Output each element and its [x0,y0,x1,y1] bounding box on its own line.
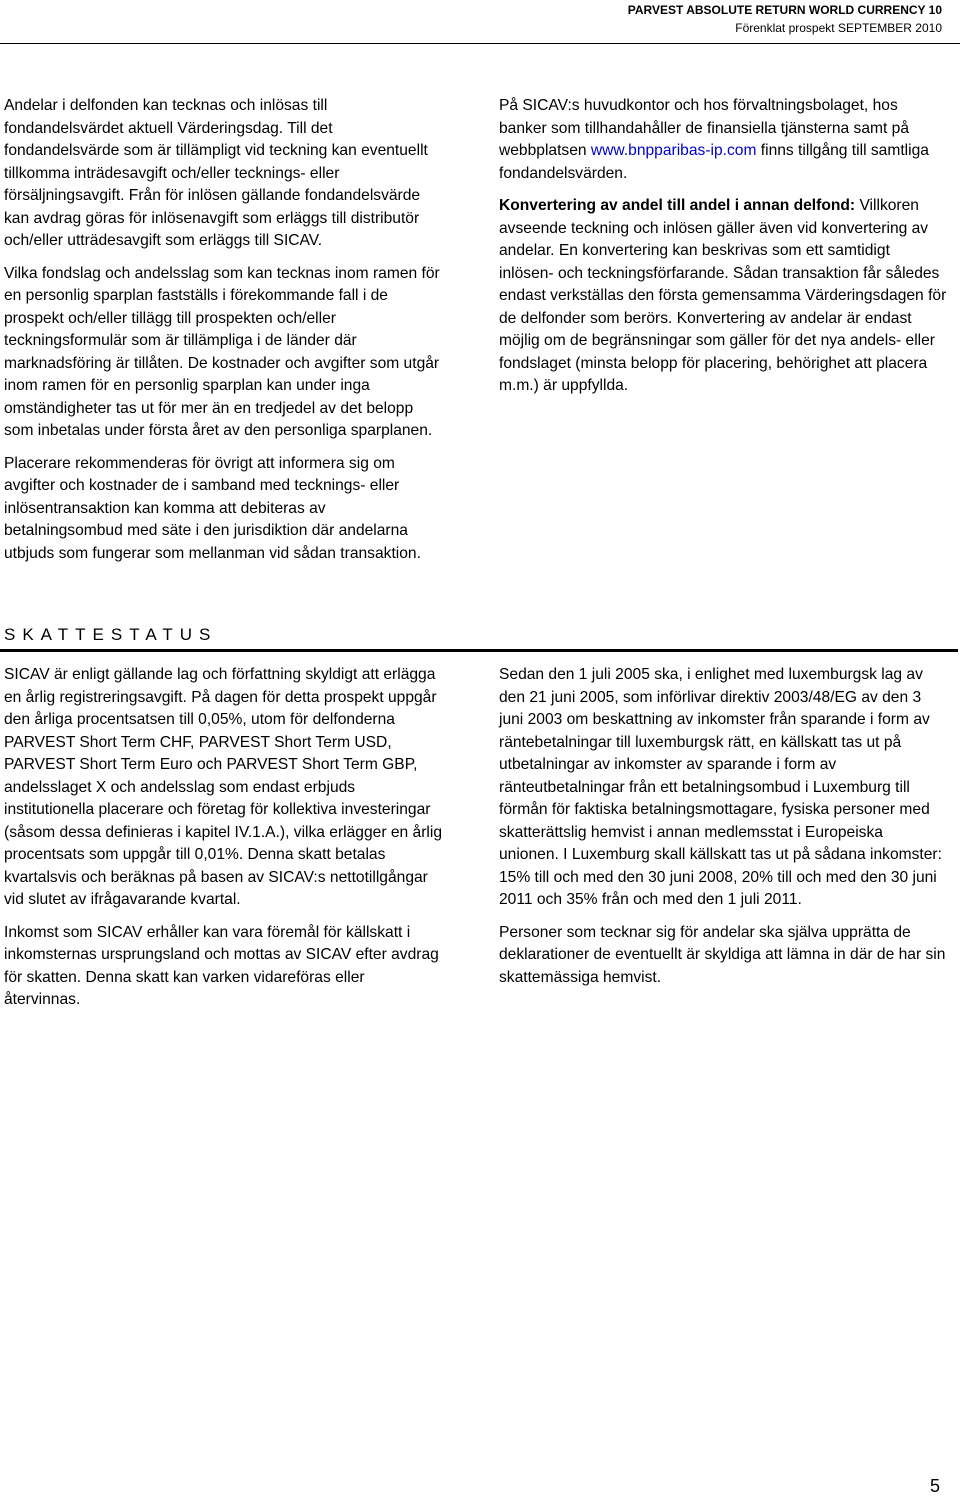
paragraph-registration-tax: SICAV är enligt gällande lag och författning skyldigt att erlägga en årlig registreringsavgift. På dagen för detta prospekt uppgår den årliga procentsatsen till 0,05%, utom för delfonderna PARVEST Short Term CHF, PARVEST Short Term USD, PARVEST Short Term Euro och PARVEST Short Term GBP, andelsslaget X och andelsslag som endast erbjuds institutionella placerare och företag för kollektiva investeringar (såsom dessa definieras i kapitel IV.1.A.), vilka erlägger en årlig procentsats som uppgår till 0,01%. Denna skatt betalas kvartalsvis och beräknas på basen av SICAV:s nettotillgångar vid slutet av ifrågavarande kvartal. [4,666,442,908]
top-right-column [499,95,947,408]
paragraph-investor-advice: Placerare rekommenderas för övrigt att informera sig om avgifter och kostnader de i samband med tecknings- eller inlösentransaktion kan komma att debiteras av betalningsombud med säte i den jurisdiktion där andelarna utbjuds som fungerar som mellanman vid sådan transaktion. [4,454,421,562]
document-title: PARVEST ABSOLUTE RETURN WORLD CURRENCY 10 [627,3,942,17]
paragraph-conversion: Konvertering av andel till andel i annan delfond: Villkoren avseende teckning och inlösen gäller även vid konvertering av andelar. En konvertering kan beskrivas som ett samtidigt inlösen- och teckningsförfarande. Sådan transaktion får således endast verkställas den första gemensamma Värderingsdagen för de delfonder som berörs. Konvertering av andelar är endast möjlig om de begränsningar som gäller för det nya andels- eller fondslaget (minsta belopp för placering, behörighet att placera m.m.) är uppfyllda. [499,197,947,394]
paragraph-investor-declarations: Personer som tecknar sig för andelar ska själva upprätta de deklarationer de eventuellt är skyldiga att lämna in där de har sin skattemässiga hemvist. [499,923,946,986]
paragraph-withholding-tax: Inkomst som SICAV erhåller kan vara föremål för källskatt i inkomsternas ursprungsland och mottas av SICAV efter avdrag för skatten. Denna skatt kan varken vidareföras eller återvinnas. [4,923,439,1008]
bottom-right-column [499,664,947,999]
website-link[interactable]: www.bnpparibas-ip.com [590,142,757,159]
paragraph-savings-plan: Vilka fondslag och andelsslag som kan tecknas inom ramen för en personlig sparplan fastställs i förekommande fall i de prospekt och/eller tillägg till prospekten och/eller teckningsformulär som är tillämpliga i de länder där marknadsföring är tillåten. De kostnader och avgifter som utgår inom ramen för en personlig sparplan kan under inga omständigheter tas ut för mer än en tredjedel av det belopp som inbetalas under första året av den personliga sparplanen. [4,264,440,439]
page-number: 5 [929,1476,940,1496]
section-title-tax-status: SKATTESTATUS [4,625,218,644]
conversion-heading: Konvertering av andel till andel i annan delfond: [499,197,856,214]
top-left-column [4,95,444,575]
section-divider [0,649,958,652]
document-subtitle: Förenklat prospekt SEPTEMBER 2010 [735,21,942,35]
paragraph-nav-availability: På SICAV:s huvudkontor och hos förvaltningsbolaget, hos banker som tillhandahåller de finansiella tjänsterna samt på webbplatsen www.bnpparibas-ip.com finns tillgång till samtliga fondandelsvärden. [499,97,929,182]
paragraph-subscription: Andelar i delfonden kan tecknas och inlösas till fondandelsvärdet aktuell Värderingsdag. Till det fondandelsvärde som är tillämpligt vid teckning kan eventuellt tillkomma inträdesavgift och/eller tecknings- eller försäljningsavgift. Från för inlösen gällande fondandelsvärde kan avdrag göras för inlösenavgift som erläggs till distributör och/eller utträdesavgift som erläggs till SICAV. [4,97,428,249]
header-divider [0,43,960,44]
paragraph-eu-savings-directive: Sedan den 1 juli 2005 ska, i enlighet med luxemburgsk lag av den 21 juni 2005, som införlivar direktiv 2003/48/EG av den 3 juni 2003 om beskattning av inkomster från sparande i form av räntebetalningar till luxemburgsk rätt, en källskatt tas ut på utbetalningar av inkomster av sparande i form av ränteutbetalningar från ett betalningsombud i Luxemburg till förmån för faktiska betalningsmottagare, fysiska personer med skatterättslig hemvist i annan medlemsstat i Europeiska unionen. I Luxemburg skall källskatt tas ut på sådana inkomster: 15% till och med den 30 juni 2008, 20% till och med den 30 juni 2011 och 35% från och med den 1 juli 2011. [499,666,942,908]
bottom-left-column [4,664,444,1022]
